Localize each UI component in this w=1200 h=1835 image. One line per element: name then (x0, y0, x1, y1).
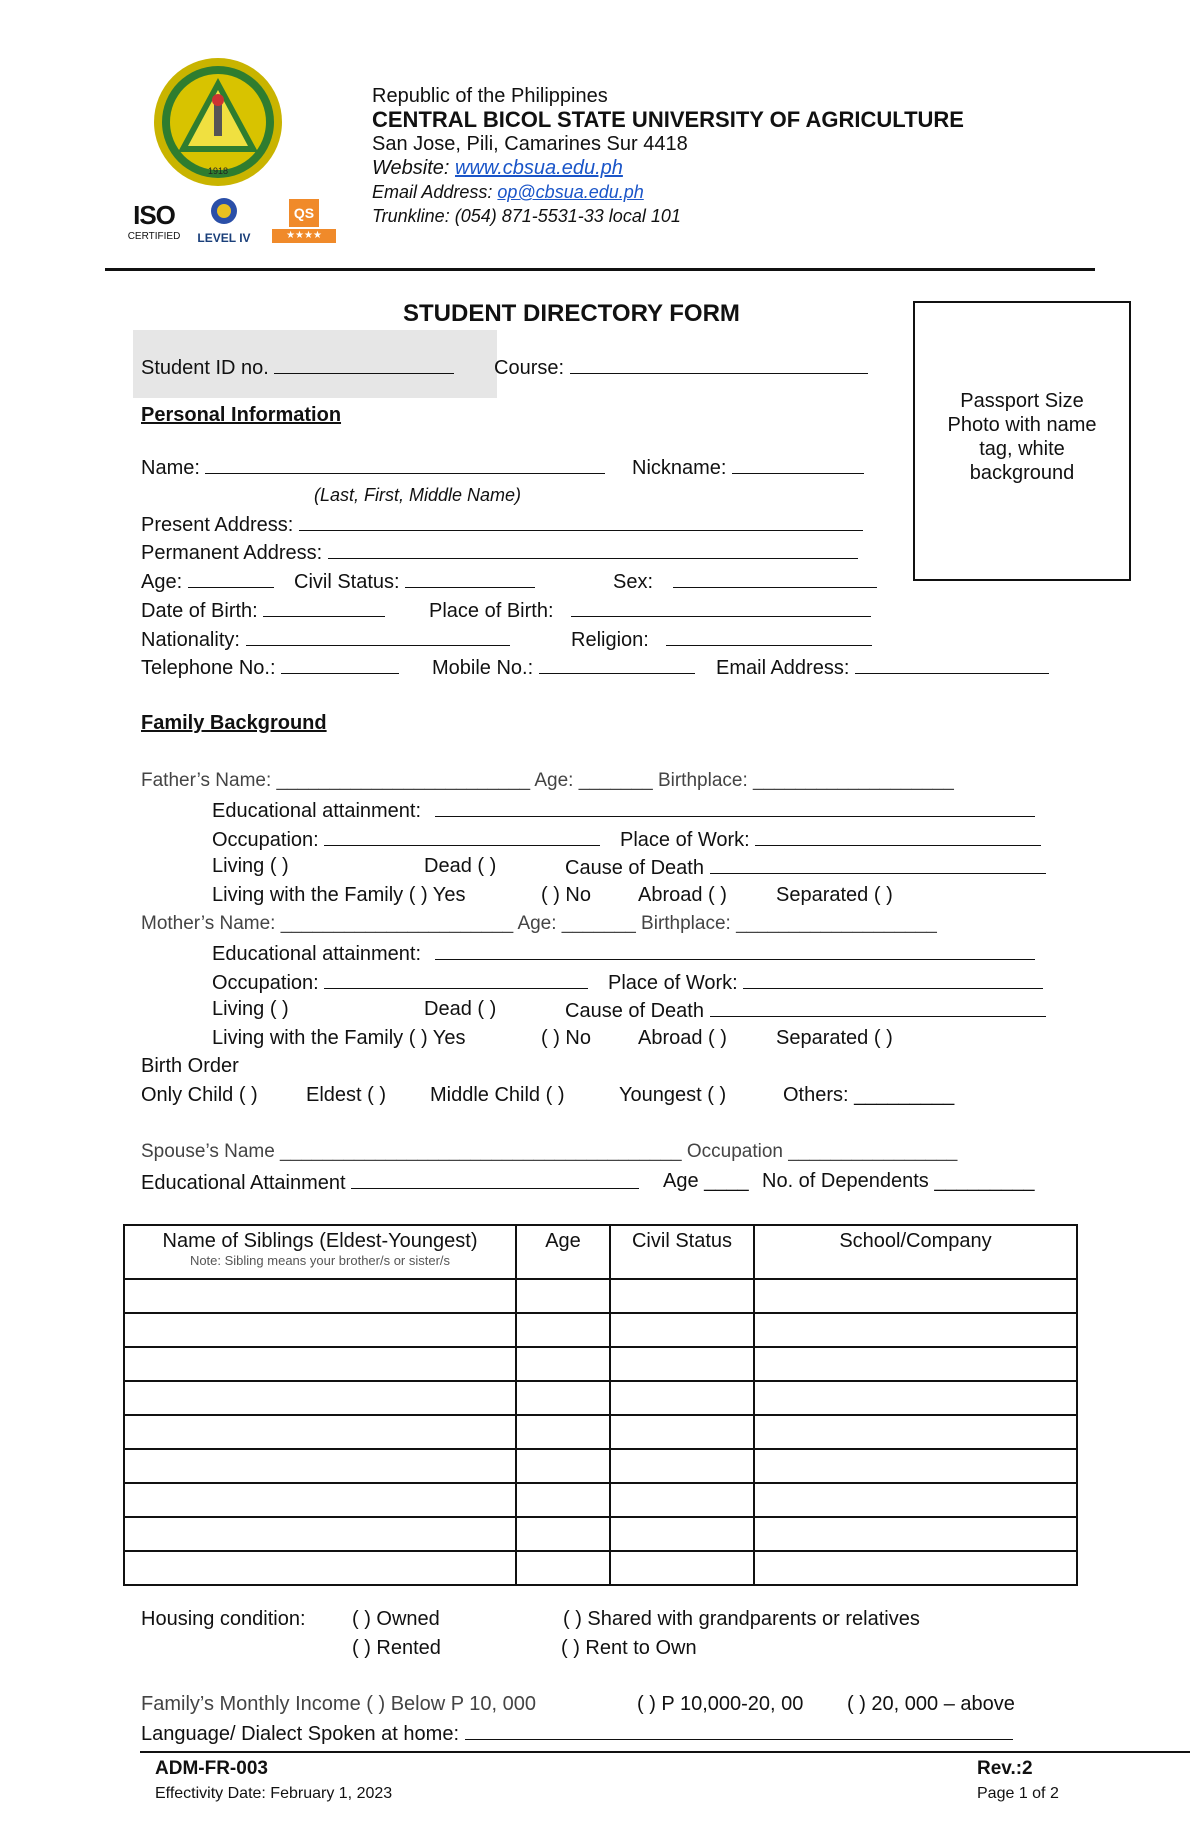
middle-child-option[interactable]: Middle Child ( ) (430, 1084, 565, 1106)
table-cell[interactable] (124, 1313, 516, 1347)
mother-cause-field[interactable] (710, 998, 1046, 1017)
mother-work-label: Place of Work: (608, 972, 738, 994)
qs-logo (272, 199, 336, 243)
father-work-field[interactable] (755, 827, 1041, 846)
father-occupation-field[interactable] (324, 827, 600, 846)
table-cell[interactable] (124, 1483, 516, 1517)
photo-box (913, 301, 1131, 581)
table-cell[interactable] (516, 1381, 610, 1415)
mother-separated[interactable]: Separated ( ) (776, 1027, 893, 1049)
spouse-age[interactable]: Age ____ (663, 1170, 749, 1192)
father-cause-field[interactable] (710, 855, 1046, 874)
eldest-option[interactable]: Eldest ( ) (306, 1084, 387, 1106)
mother-occupation-label: Occupation: (212, 972, 319, 994)
civil-status-field[interactable] (405, 569, 535, 588)
table-cell[interactable] (516, 1483, 610, 1517)
spouse-edu-field[interactable] (351, 1170, 639, 1189)
mother-abroad[interactable]: Abroad ( ) (638, 1027, 727, 1049)
income-20k-above[interactable]: ( ) 20, 000 – above (847, 1693, 1015, 1715)
religion-label: Religion: (571, 629, 649, 651)
student-id-label: Student ID no. (141, 357, 269, 379)
table-cell[interactable] (124, 1279, 516, 1313)
religion-field[interactable] (666, 627, 872, 646)
father-edu-field[interactable] (435, 798, 1035, 817)
table-cell[interactable] (754, 1483, 1077, 1517)
table-cell[interactable] (610, 1415, 754, 1449)
family-bg-heading: Family Background (141, 712, 327, 734)
mother-living[interactable]: Living ( ) (212, 998, 289, 1020)
mother-line: Mother’s Name: ______________________ Age: _______ Birthplace: ___________________ (141, 913, 937, 934)
university-seal (152, 56, 284, 193)
table-cell[interactable] (124, 1415, 516, 1449)
university-name: CENTRAL BICOL STATE UNIVERSITY OF AGRICULTURE (372, 107, 964, 132)
income-10k-20k[interactable]: ( ) P 10,000-20, 00 (637, 1693, 804, 1715)
sex-label: Sex: (613, 571, 654, 593)
table-cell[interactable] (610, 1279, 754, 1313)
table-row (124, 1381, 1077, 1415)
spouse-line: Spouse’s Name ______________________________________ Occupation ________________ (141, 1141, 958, 1162)
name-field[interactable] (205, 455, 605, 474)
present-address-field[interactable] (299, 512, 863, 531)
table-cell[interactable] (754, 1279, 1077, 1313)
dob-field[interactable] (263, 598, 385, 617)
only-child-option[interactable]: Only Child ( ) (141, 1084, 258, 1106)
table-cell[interactable] (516, 1279, 610, 1313)
father-work-label: Place of Work: (620, 829, 750, 851)
housing-label: Housing condition: (141, 1608, 306, 1630)
mobile-label: Mobile No.: (432, 657, 534, 679)
level-iv-logo (194, 196, 254, 245)
pob-field[interactable] (571, 598, 871, 617)
telephone-label: Telephone No.: (141, 657, 276, 679)
table-cell[interactable] (516, 1313, 610, 1347)
table-cell[interactable] (610, 1483, 754, 1517)
iso-logo-text: ISO (133, 200, 175, 230)
university-address: San Jose, Pili, Camarines Sur 4418 (372, 133, 688, 155)
table-cell[interactable] (516, 1449, 610, 1483)
email-field[interactable] (855, 655, 1049, 674)
table-cell[interactable] (516, 1415, 610, 1449)
table-cell[interactable] (610, 1449, 754, 1483)
dob-label: Date of Birth: (141, 600, 258, 622)
website-link[interactable]: www.cbsua.edu.ph (455, 157, 623, 179)
table-cell[interactable] (610, 1347, 754, 1381)
table-cell[interactable] (610, 1313, 754, 1347)
birth-order-label: Birth Order (141, 1055, 239, 1077)
dependents[interactable]: No. of Dependents _________ (762, 1170, 1035, 1192)
iso-logo-sub: CERTIFIED (127, 231, 181, 242)
telephone-field[interactable] (281, 655, 399, 674)
father-line: Father’s Name: ________________________ Age: _______ Birthplace: ___________________ (141, 770, 954, 791)
form-title: STUDENT DIRECTORY FORM (403, 300, 740, 327)
father-occupation-label: Occupation: (212, 829, 319, 851)
permanent-address-field[interactable] (328, 540, 858, 559)
sibling-note: Note: Sibling means your brother/s or sister/s (189, 1253, 451, 1268)
mother-no[interactable]: ( ) No (541, 1027, 591, 1049)
iso-logo (126, 200, 182, 242)
table-row (124, 1517, 1077, 1551)
table-cell[interactable] (754, 1517, 1077, 1551)
letterhead (372, 84, 964, 228)
nationality-label: Nationality: (141, 629, 240, 651)
spouse-edu-label: Educational Attainment (141, 1172, 346, 1194)
father-dead[interactable]: Dead ( ) (424, 855, 497, 877)
student-id-field[interactable] (274, 355, 454, 374)
mother-occupation-field[interactable] (324, 970, 588, 989)
footer-divider (140, 1751, 1190, 1753)
mother-living-with-family[interactable]: Living with the Family ( ) Yes (212, 1027, 466, 1049)
table-row (124, 1313, 1077, 1347)
col-age: Age (516, 1225, 610, 1279)
table-row (124, 1347, 1077, 1381)
table-cell[interactable] (124, 1449, 516, 1483)
table-row (124, 1279, 1077, 1313)
present-address-label: Present Address: (141, 514, 294, 536)
table-row (124, 1449, 1077, 1483)
language-field[interactable] (465, 1721, 1013, 1740)
father-abroad[interactable]: Abroad ( ) (638, 884, 727, 906)
page-number: Page 1 of 2 (977, 1785, 1059, 1802)
nickname-field[interactable] (732, 455, 864, 474)
siblings-table-header (124, 1225, 1077, 1279)
father-living[interactable]: Living ( ) (212, 855, 289, 877)
father-living-with-family[interactable]: Living with the Family ( ) Yes (212, 884, 466, 906)
email-field-label: Email Address: (716, 657, 850, 679)
personal-info-heading: Personal Information (141, 404, 342, 426)
table-cell[interactable] (516, 1551, 610, 1585)
table-cell[interactable] (754, 1551, 1077, 1585)
table-cell[interactable] (754, 1381, 1077, 1415)
father-cause-label: Cause of Death (565, 857, 704, 879)
permanent-address-label: Permanent Address: (141, 542, 323, 564)
others-option[interactable]: Others: _________ (783, 1084, 955, 1106)
form-code: ADM-FR-003 (155, 1758, 268, 1779)
level-iv-text: LEVEL IV (197, 231, 251, 245)
name-hint: (Last, First, Middle Name) (314, 485, 522, 505)
col-school-company: School/Company (754, 1225, 1077, 1279)
revision: Rev.:2 (977, 1758, 1033, 1779)
civil-status-label: Civil Status: (294, 571, 400, 593)
col-civil-status: Civil Status (610, 1225, 754, 1279)
mother-work-field[interactable] (743, 970, 1043, 989)
mother-dead[interactable]: Dead ( ) (424, 998, 497, 1020)
table-cell[interactable] (754, 1449, 1077, 1483)
qs-stars: ★★★★ (272, 229, 336, 243)
table-cell[interactable] (124, 1381, 516, 1415)
mother-edu-field[interactable] (435, 941, 1035, 960)
table-row (124, 1483, 1077, 1517)
housing-owned[interactable]: ( ) Owned (352, 1608, 440, 1630)
table-cell[interactable] (124, 1517, 516, 1551)
course-field[interactable] (570, 355, 868, 374)
table-cell[interactable] (754, 1313, 1077, 1347)
housing-rented[interactable]: ( ) Rented (352, 1637, 441, 1659)
qs-logo-text: QS (289, 199, 319, 227)
seal-year: 1918 (207, 166, 229, 176)
age-field[interactable] (188, 569, 274, 588)
housing-rent-to-own[interactable]: ( ) Rent to Own (561, 1637, 697, 1659)
effectivity-date: Effectivity Date: February 1, 2023 (155, 1785, 393, 1802)
table-cell[interactable] (610, 1381, 754, 1415)
age-label: Age: (141, 571, 183, 593)
table-cell[interactable] (124, 1551, 516, 1585)
pob-label: Place of Birth: (429, 600, 554, 622)
table-cell[interactable] (516, 1517, 610, 1551)
siblings-table (123, 1224, 1078, 1586)
republic-line: Republic of the Philippines (372, 85, 608, 107)
youngest-option[interactable]: Youngest ( ) (619, 1084, 727, 1106)
col-sibling-name: Name of Siblings (Eldest-Youngest) Note: Sibling means your brother/s or sister/s (124, 1225, 516, 1279)
table-cell[interactable] (516, 1347, 610, 1381)
income-below-10k[interactable]: Family’s Monthly Income ( ) Below P 10, 000 (141, 1693, 536, 1715)
website-label: Website: (372, 157, 455, 179)
table-cell[interactable] (754, 1415, 1077, 1449)
table-cell[interactable] (754, 1347, 1077, 1381)
table-row (124, 1551, 1077, 1585)
mother-edu-label: Educational attainment: (212, 943, 422, 965)
table-cell[interactable] (124, 1347, 516, 1381)
nationality-field[interactable] (246, 627, 510, 646)
table-row (124, 1415, 1077, 1449)
mother-cause-label: Cause of Death (565, 1000, 704, 1022)
mobile-field[interactable] (539, 655, 695, 674)
photo-box-text: Passport Size Photo with name tag, white background (947, 390, 1097, 484)
housing-shared[interactable]: ( ) Shared with grandparents or relatives (563, 1608, 920, 1630)
father-separated[interactable]: Separated ( ) (776, 884, 893, 906)
email-label: Email Address: (372, 182, 498, 202)
email-link[interactable]: op@cbsua.edu.ph (497, 182, 644, 202)
name-label: Name: (141, 457, 200, 479)
father-no[interactable]: ( ) No (541, 884, 591, 906)
language-label: Language/ Dialect Spoken at home: (141, 1723, 459, 1745)
table-cell[interactable] (610, 1551, 754, 1585)
nickname-label: Nickname: (632, 457, 727, 479)
course-label: Course: (494, 357, 565, 379)
sex-field[interactable] (673, 569, 877, 588)
table-cell[interactable] (610, 1517, 754, 1551)
father-edu-label: Educational attainment: (212, 800, 422, 822)
header-divider (105, 268, 1095, 271)
trunkline: Trunkline: (054) 871-5531-33 local 101 (372, 206, 681, 226)
